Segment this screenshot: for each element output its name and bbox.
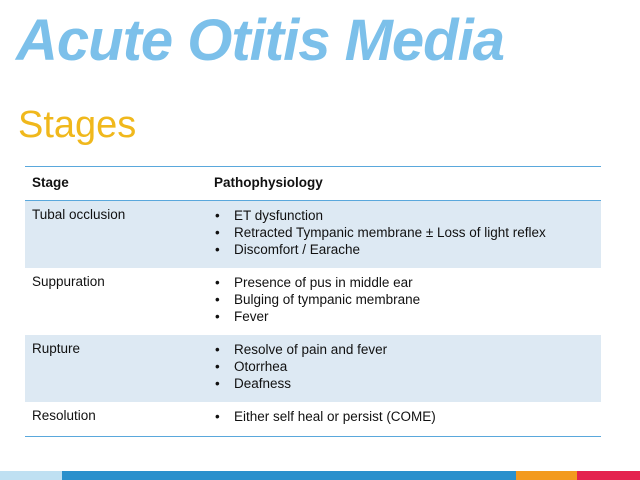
bullet-item: • Either self heal or persist (COME): [214, 408, 601, 425]
bullet-item: • Deafness: [214, 375, 601, 392]
pathophysiology-cell: [214, 341, 601, 402]
bullet-item: • ET dysfunction: [214, 207, 601, 224]
footer-stripe-red: [577, 471, 640, 480]
bullet-item: • Resolve of pain and fever: [214, 341, 601, 358]
bullet-item: • Discomfort / Earache: [214, 241, 601, 258]
header-stage: Stage: [32, 175, 69, 190]
stage-cell: Resolution: [32, 408, 96, 423]
bullet-item: • Presence of pus in middle ear: [214, 274, 601, 291]
pathophysiology-cell: [214, 207, 601, 268]
table-row: [25, 335, 601, 402]
bullet-list: [214, 274, 601, 325]
table-row: [25, 201, 601, 268]
footer-stripe-blue: [62, 471, 516, 480]
table-row: [25, 268, 601, 335]
pathophysiology-cell: [214, 408, 601, 436]
bullet-item: • Bulging of tympanic membrane: [214, 291, 601, 308]
footer-stripe-orange: [516, 471, 577, 480]
slide-subtitle: Stages: [18, 104, 137, 146]
bullet-list: [214, 207, 601, 258]
footer-stripe-light-blue: [0, 471, 62, 480]
table-header-row: [25, 167, 601, 201]
stage-cell: Tubal occlusion: [32, 207, 126, 222]
stages-table: [25, 166, 601, 437]
stage-cell: Suppuration: [32, 274, 105, 289]
bullet-item: • Otorrhea: [214, 358, 601, 375]
bullet-item: • Retracted Tympanic membrane ± Loss of light reflex: [214, 224, 601, 241]
table-row: [25, 402, 601, 436]
bullet-list: [214, 408, 601, 425]
pathophysiology-cell: [214, 274, 601, 335]
stage-cell: Rupture: [32, 341, 81, 356]
slide-title: Acute Otitis Media: [16, 8, 504, 73]
header-pathophysiology: Pathophysiology: [214, 175, 323, 190]
bullet-item: • Fever: [214, 308, 601, 325]
bullet-list: [214, 341, 601, 392]
